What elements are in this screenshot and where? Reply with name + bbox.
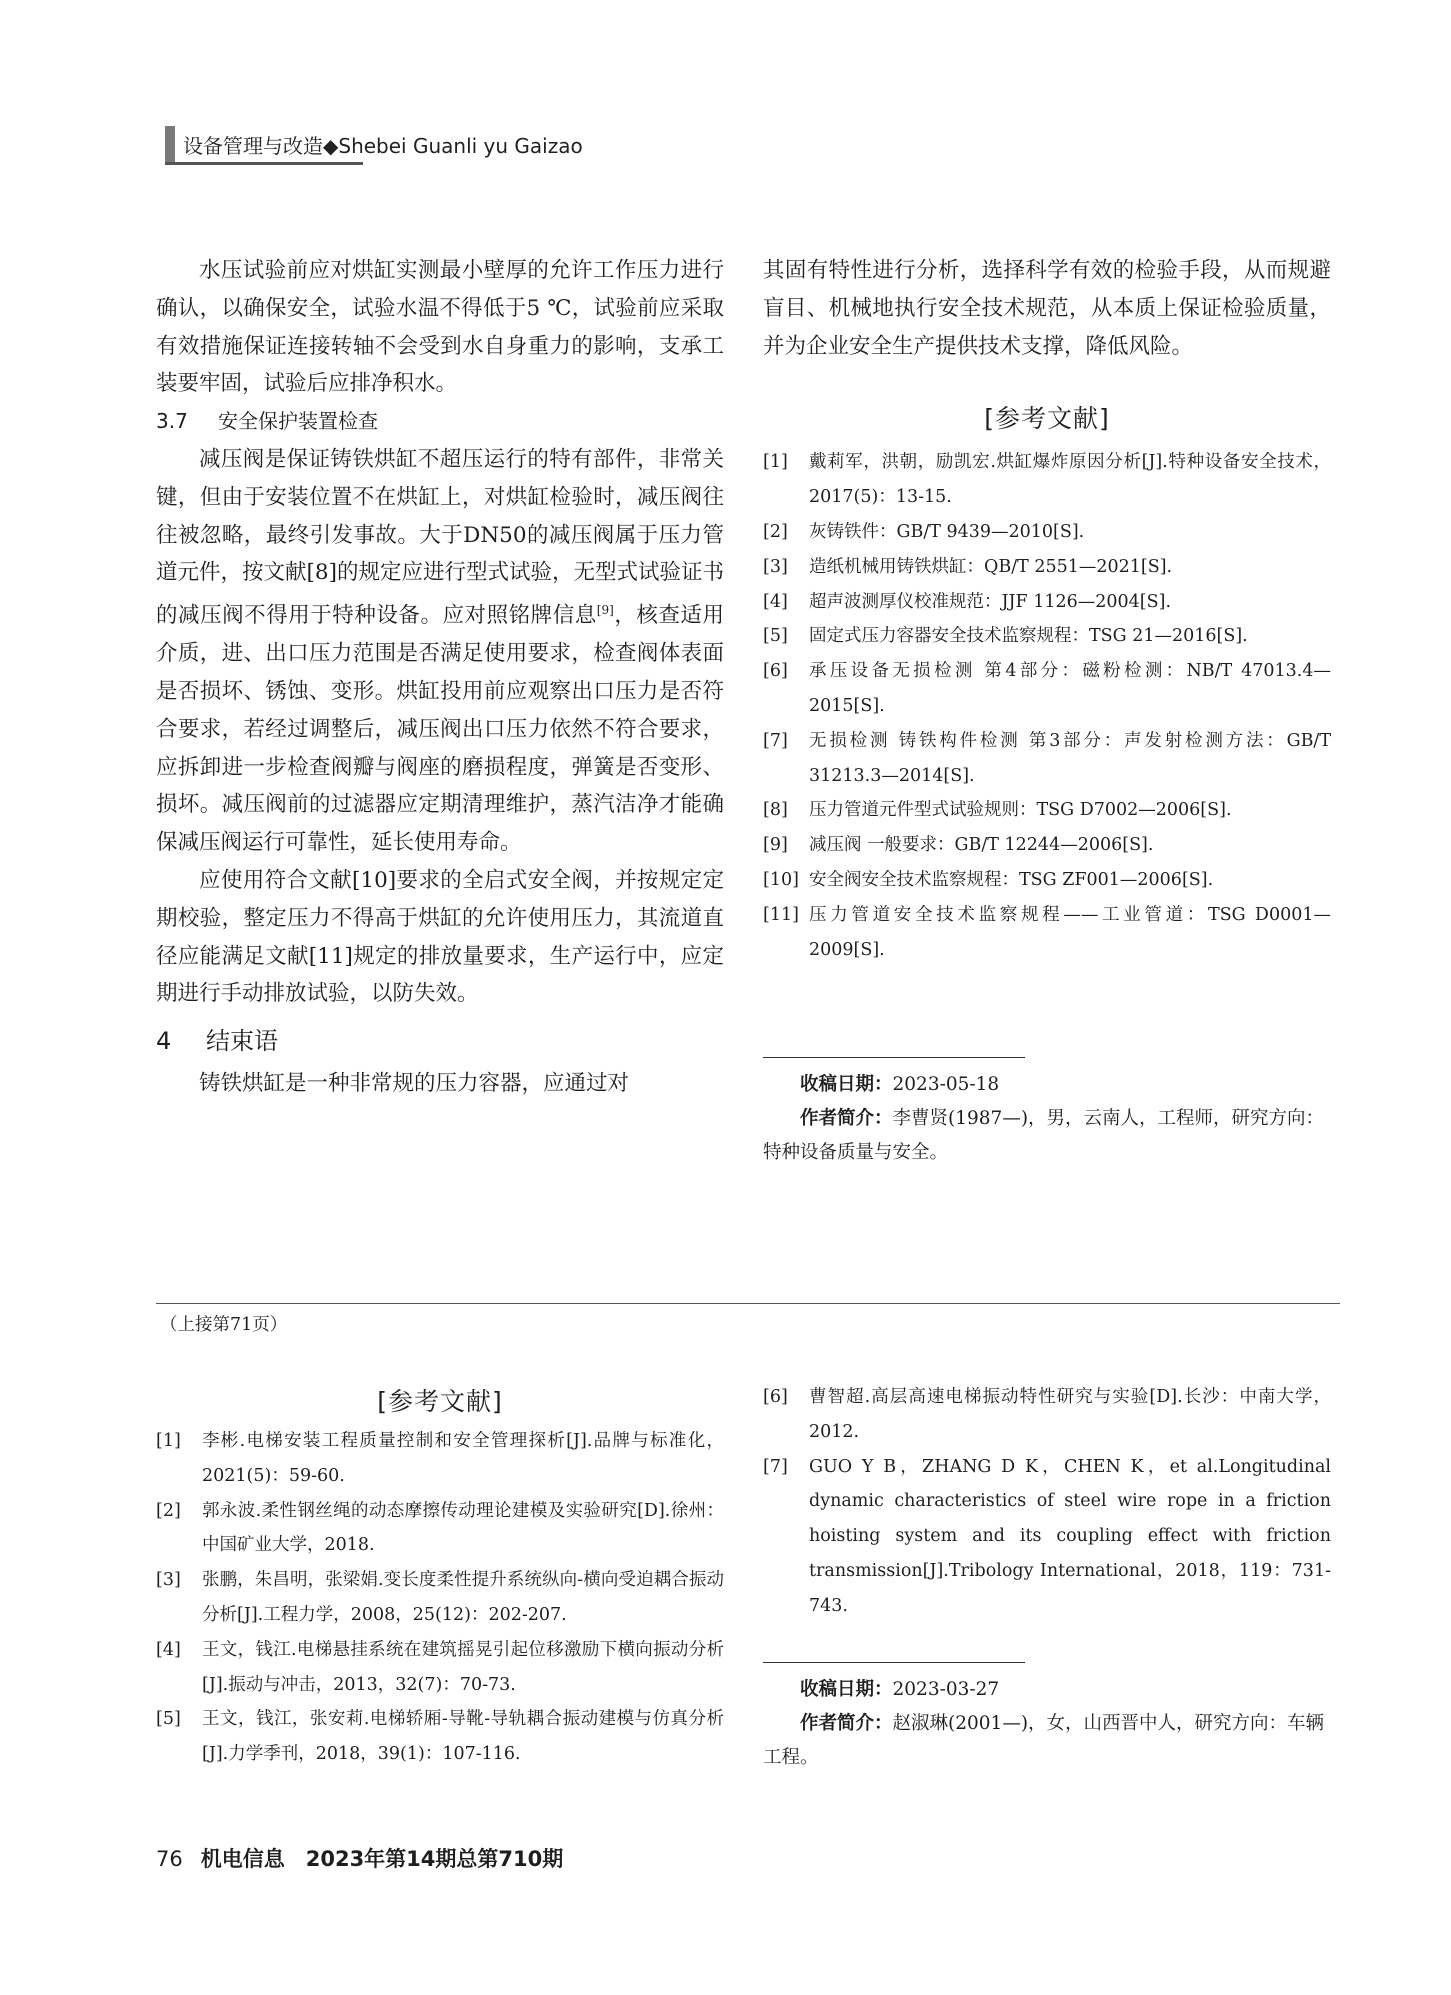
reference-item <box>156 1494 724 1564</box>
footnote-rule <box>763 1057 1025 1058</box>
citation-superscript: [9] <box>596 603 614 618</box>
reference-item <box>763 898 1331 968</box>
paragraph: 铸铁烘缸是一种非常规的压力容器，应通过对 <box>199 1071 630 1097</box>
reference-item <box>763 1380 1331 1450</box>
received-date: 收稿日期：2023-03-27 <box>800 1678 1000 1700</box>
reference-number: [5] <box>156 1709 181 1730</box>
section-title: 安全保护装置检查 <box>218 409 378 434</box>
header-underline <box>165 162 363 165</box>
reference-number: [9] <box>763 835 788 856</box>
reference-item <box>156 1424 724 1494</box>
reference-number: [5] <box>763 626 788 647</box>
reference-text: 压力管道元件型式试验规则：TSG D7002—2006[S]. <box>809 800 1232 821</box>
reference-text: 承压设备无损检测 第4部分：磁粉检测：NB/T 47013.4—2015[S]. <box>809 661 1331 716</box>
reference-item <box>156 1702 724 1772</box>
reference-number: [1] <box>156 1431 181 1451</box>
reference-number: [7] <box>763 730 788 751</box>
reference-text: 李彬.电梯安装工程质量控制和安全管理探析[J].品牌与标准化，2021(5)：59-60. <box>202 1431 724 1486</box>
paragraph <box>156 441 724 862</box>
section-title: 结束语 <box>206 1027 278 1056</box>
reference-text: 安全阀安全技术监察规程：TSG ZF001—2006[S]. <box>809 869 1214 890</box>
reference-item <box>156 1563 724 1633</box>
paragraph: 水压试验前应对烘缸实测最小壁厚的允许工作压力进行确认，以确保安全，试验水温不得低于5 ℃，试验前应采取有效措施保证连接转轴不会受到水自身重力的影响，支承工装要牢固，试验后应排净积水。 <box>156 258 724 397</box>
reference-item <box>763 619 1331 654</box>
paragraph: 应使用符合文献[10]要求的全启式安全阀，并按规定定期校验，整定压力不得高于烘缸的允许使用压力，其流道直径应能满足文献[11]规定的排放量要求，生产运行中，应定期进行手动排放试验，以防失效。 <box>156 867 724 1007</box>
reference-text: 超声波测厚仪校准规范：JJF 1126—2004[S]. <box>809 591 1172 612</box>
reference-item <box>763 1450 1331 1624</box>
reference-text: GUO Y B，ZHANG D K，CHEN K，et al.Longitudinal dynamic characteristics of steel wire rope in a friction hoisting system and its coupling effect with friction transmission[J].Tribology International，2018，119：731-743. <box>809 1456 1331 1616</box>
reference-text: 固定式压力容器安全技术监察规程：TSG 21—2016[S]. <box>809 626 1248 647</box>
paragraph: 其固有特性进行分析，选择科学有效的检验手段，从而规避盲目、机械地执行安全技术规范，从本质上保证检验质量，并为企业安全生产提供技术支撑，降低风险。 <box>763 258 1331 359</box>
reference-item <box>763 585 1331 620</box>
paragraph-text: ，核查适用介质，进、出口压力范围是否满足使用要求，检查阀体表面是否损坏、锈蚀、变形。烘缸投用前应观察出口压力是否符合要求，若经过调整后，减压阀出口压力依然不符合要求，应拆卸进一步检查阀瓣与阀座的磨损程度，弹簧是否变形、损坏。减压阀前的过滤器应定期清理维护，蒸汽洁净才能确保减压阀运行可靠性，延长使用寿命。 <box>156 603 724 856</box>
references-title: [参考文献] <box>984 404 1110 434</box>
reference-list <box>156 1424 724 1772</box>
reference-text: 王文，钱江，张安莉.电梯轿厢-导靴-导轨耦合振动建模与仿真分析[J].力学季刊，2018，39(1)：107-116. <box>202 1709 724 1765</box>
page-footer <box>156 1843 563 1873</box>
reference-item <box>763 445 1331 515</box>
author-bio: 作者简介：李曹贤(1987—)，男，云南人，工程师，研究方向：特种设备质量与安全。 <box>763 1108 1325 1164</box>
footnote-rule <box>763 1662 1025 1663</box>
received-date: 收稿日期：2023-05-18 <box>800 1074 1000 1096</box>
reference-item <box>763 793 1331 828</box>
section-heading-4 <box>156 1019 724 1063</box>
reference-item <box>763 863 1331 898</box>
section-number: 4 <box>156 1027 172 1056</box>
reference-text: 造纸机械用铸铁烘缸：QB/T 2551—2021[S]. <box>809 556 1173 577</box>
reference-number: [6] <box>763 661 788 682</box>
reference-number: [1] <box>763 452 788 473</box>
reference-item <box>763 828 1331 863</box>
reference-list <box>763 1380 1331 1624</box>
continued-note: （上接第71页） <box>160 1315 288 1335</box>
reference-text: 无损检测 铸铁构件检测 第3部分：声发射检测方法：GB/T 31213.3—2014[S]. <box>809 730 1331 786</box>
reference-text: 压力管道安全技术监察规程——工业管道：TSG D0001—2009[S]. <box>809 904 1331 960</box>
reference-text: 郭永波.柔性钢丝绳的动态摩擦传动理论建模及实验研究[D].徐州：中国矿业大学，2018. <box>202 1500 724 1556</box>
reference-text: 戴莉军，洪朝，励凯宏.烘缸爆炸原因分析[J].特种设备安全技术，2017(5)：13-15. <box>809 452 1331 508</box>
reference-number: [3] <box>156 1570 181 1591</box>
reference-item <box>763 550 1331 585</box>
paragraph-text: 减压阀是保证铸铁烘缸不超压运行的特有部件，非常关键，但由于安装位置不在烘缸上，对烘缸检验时，减压阀往往被忽略，最终引发事故。大于DN50的减压阀属于压力管道元件，按文献[8]的规定应进行型式试验，无型式试验证书的减压阀不得用于特种设备。应对照铭牌信息 <box>156 446 724 629</box>
reference-number: [2] <box>763 521 788 542</box>
reference-number: [11] <box>763 904 799 925</box>
header-accent-bar <box>165 126 175 162</box>
reference-number: [8] <box>763 800 788 821</box>
reference-text: 张鹏，朱昌明，张梁娟.变长度柔性提升系统纵向-横向受迫耦合振动分析[J].工程力学，2008，25(12)：202-207. <box>202 1570 724 1625</box>
reference-item <box>763 724 1331 794</box>
reference-number: [6] <box>763 1387 788 1407</box>
reference-number: [2] <box>156 1500 181 1521</box>
reference-number: [4] <box>156 1639 181 1660</box>
running-header: 设备管理与改造◆Shebei Guanli yu Gaizao <box>183 134 583 158</box>
author-bio: 作者简介：赵淑琳(2001—)，女，山西晋中人，研究方向：车辆工程。 <box>763 1712 1325 1768</box>
reference-list <box>763 445 1331 967</box>
section-heading-3-7 <box>156 403 724 441</box>
reference-text: 灰铸铁件：GB/T 9439—2010[S]. <box>809 521 1085 542</box>
lower-left-column <box>156 1382 724 1772</box>
journal-issue: 机电信息 2023年第14期总第710期 <box>200 1847 564 1871</box>
reference-item <box>156 1633 724 1703</box>
references-title: [参考文献] <box>377 1387 503 1416</box>
section-number: 3.7 <box>156 409 188 434</box>
reference-item <box>763 515 1331 550</box>
reference-number: [3] <box>763 556 788 577</box>
reference-text: 减压阀 一般要求：GB/T 12244—2006[S]. <box>809 835 1154 856</box>
reference-number: [7] <box>763 1456 788 1477</box>
reference-number: [4] <box>763 591 788 612</box>
section-separator <box>156 1303 1340 1304</box>
upper-right-column <box>763 252 1331 1170</box>
reference-text: 曹智超.高层高速电梯振动特性研究与实验[D].长沙：中南大学，2012. <box>809 1387 1331 1442</box>
lower-right-column <box>763 1380 1331 1775</box>
reference-item <box>763 654 1331 724</box>
upper-left-column <box>156 252 724 1103</box>
page-number: 76 <box>156 1847 183 1871</box>
reference-text: 王文，钱江.电梯悬挂系统在建筑摇晃引起位移激励下横向振动分析[J].振动与冲击，2013，32(7)：70-73. <box>202 1639 724 1695</box>
reference-number: [10] <box>763 869 799 890</box>
